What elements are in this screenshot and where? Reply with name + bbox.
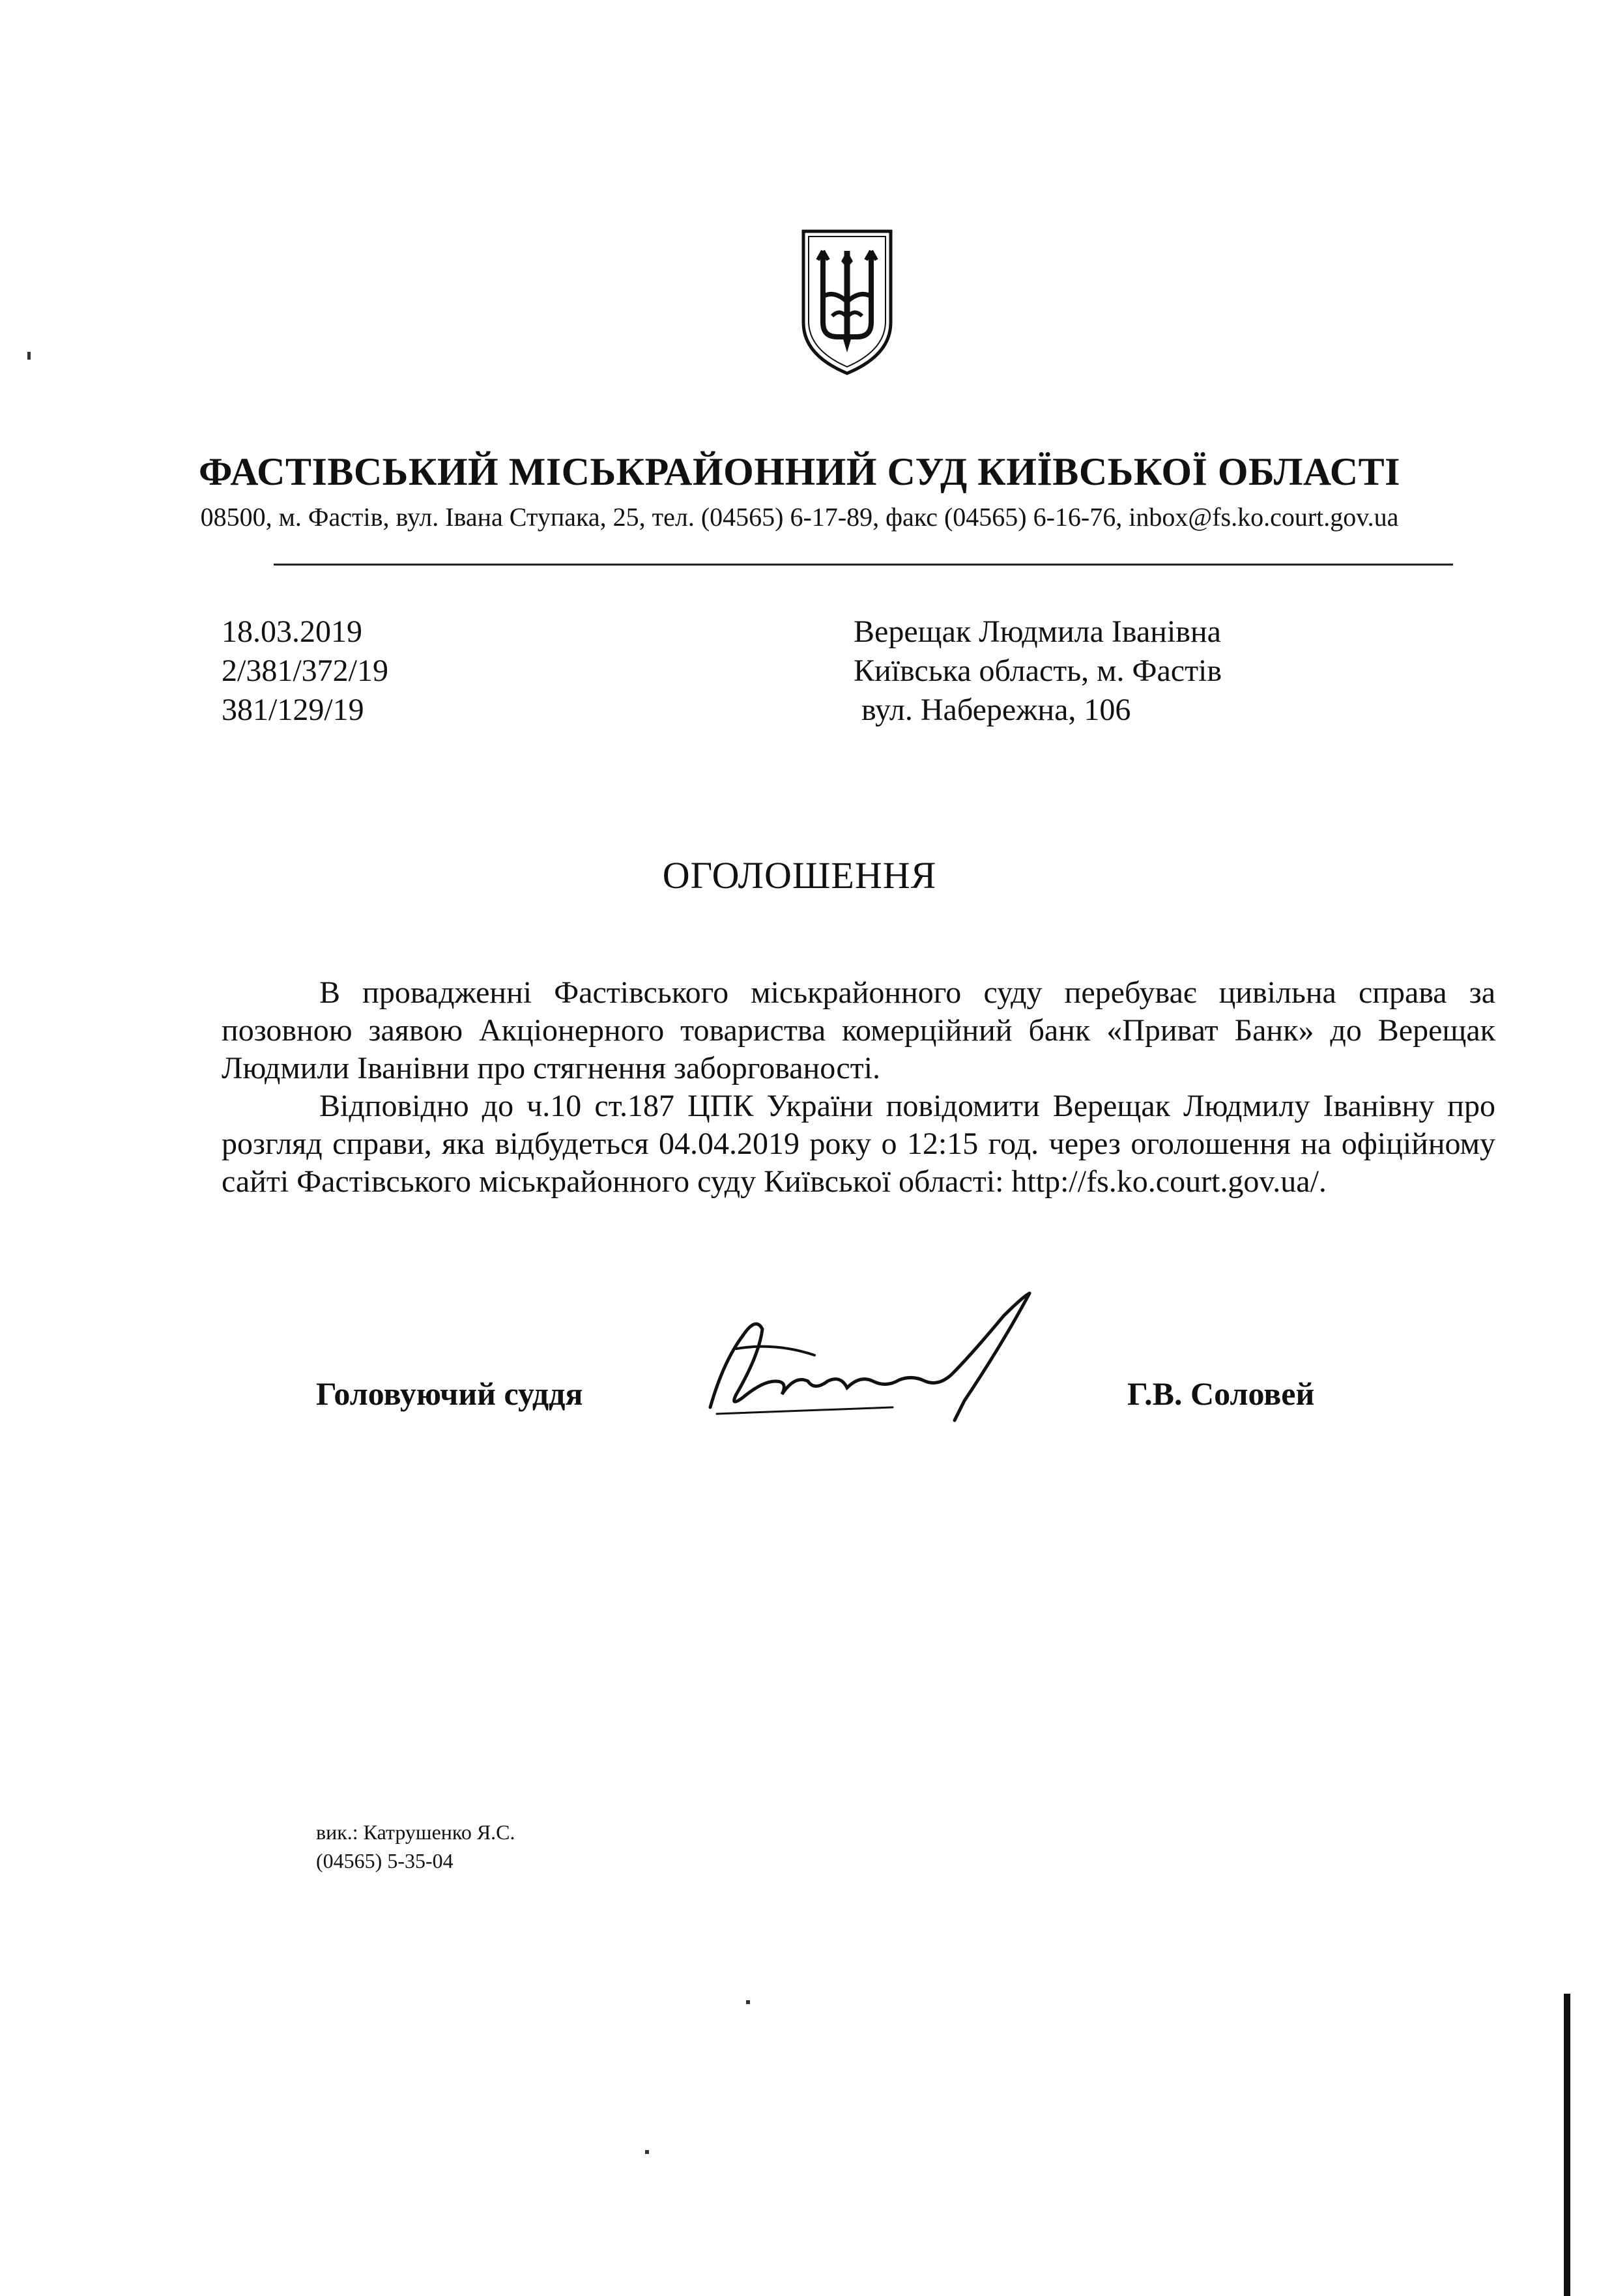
addressee-street: вул. Набережна, 106	[861, 693, 1131, 727]
court-address: 08500, м. Фастів, вул. Івана Ступака, 25, тел. (04565) 6-17-89, факс (04565) 6-16-76, inbox@fs.ko.court.gov.ua	[200, 502, 1399, 532]
scan-speck	[746, 2000, 750, 2004]
scan-speck	[27, 352, 31, 360]
signer-name: Г.В. Соловей	[1127, 1375, 1315, 1412]
document-date: 18.03.2019	[222, 614, 362, 649]
handwritten-signature	[697, 1284, 1062, 1433]
document-references	[222, 612, 388, 730]
scan-edge-mark	[1564, 1994, 1570, 2296]
executor-name: вик.: Катрушенко Я.С.	[316, 1820, 515, 1844]
header-divider	[274, 564, 1453, 566]
scan-speck	[645, 2150, 649, 2154]
ukraine-coat-of-arms-icon	[798, 225, 896, 378]
addressee-name: Верещак Людмила Іванівна	[854, 614, 1221, 649]
addressee-region: Київська область, м. Фастів	[854, 653, 1222, 688]
proceeding-number: 381/129/19	[222, 693, 364, 727]
court-name: ФАСТІВСЬКИЙ МІСЬКРАЙОННИЙ СУД КИЇВСЬКОЇ ОБЛАСТІ	[199, 450, 1400, 493]
announcement-body	[222, 974, 1495, 1201]
paragraph: В провадженні Фастівського міськрайонного суду перебуває цивільна справа за позовною заявою Акціонерного товариства комерційний банк «Приват Банк» до Верещак Людмили Іванівни про стягнення заборгованості.	[222, 975, 1495, 1085]
paragraph: Відповідно до ч.10 ст.187 ЦПК України повідомити Верещак Людмилу Іванівну про розгляд справи, яка відбудеться 04.04.2019 року о 12:15 год. через оголошення на офіційному сайті Фастівського міськрайонного суду Київської області: http://fs.ko.court.gov.ua/.	[222, 1089, 1495, 1199]
executor-phone: (04565) 5-35-04	[316, 1849, 454, 1873]
case-number: 2/381/372/19	[222, 653, 389, 688]
document-title: ОГОЛОШЕННЯ	[662, 854, 937, 897]
signer-position: Головуючий суддя	[316, 1375, 583, 1412]
addressee-block	[854, 612, 1222, 730]
executor-block	[316, 1818, 515, 1875]
